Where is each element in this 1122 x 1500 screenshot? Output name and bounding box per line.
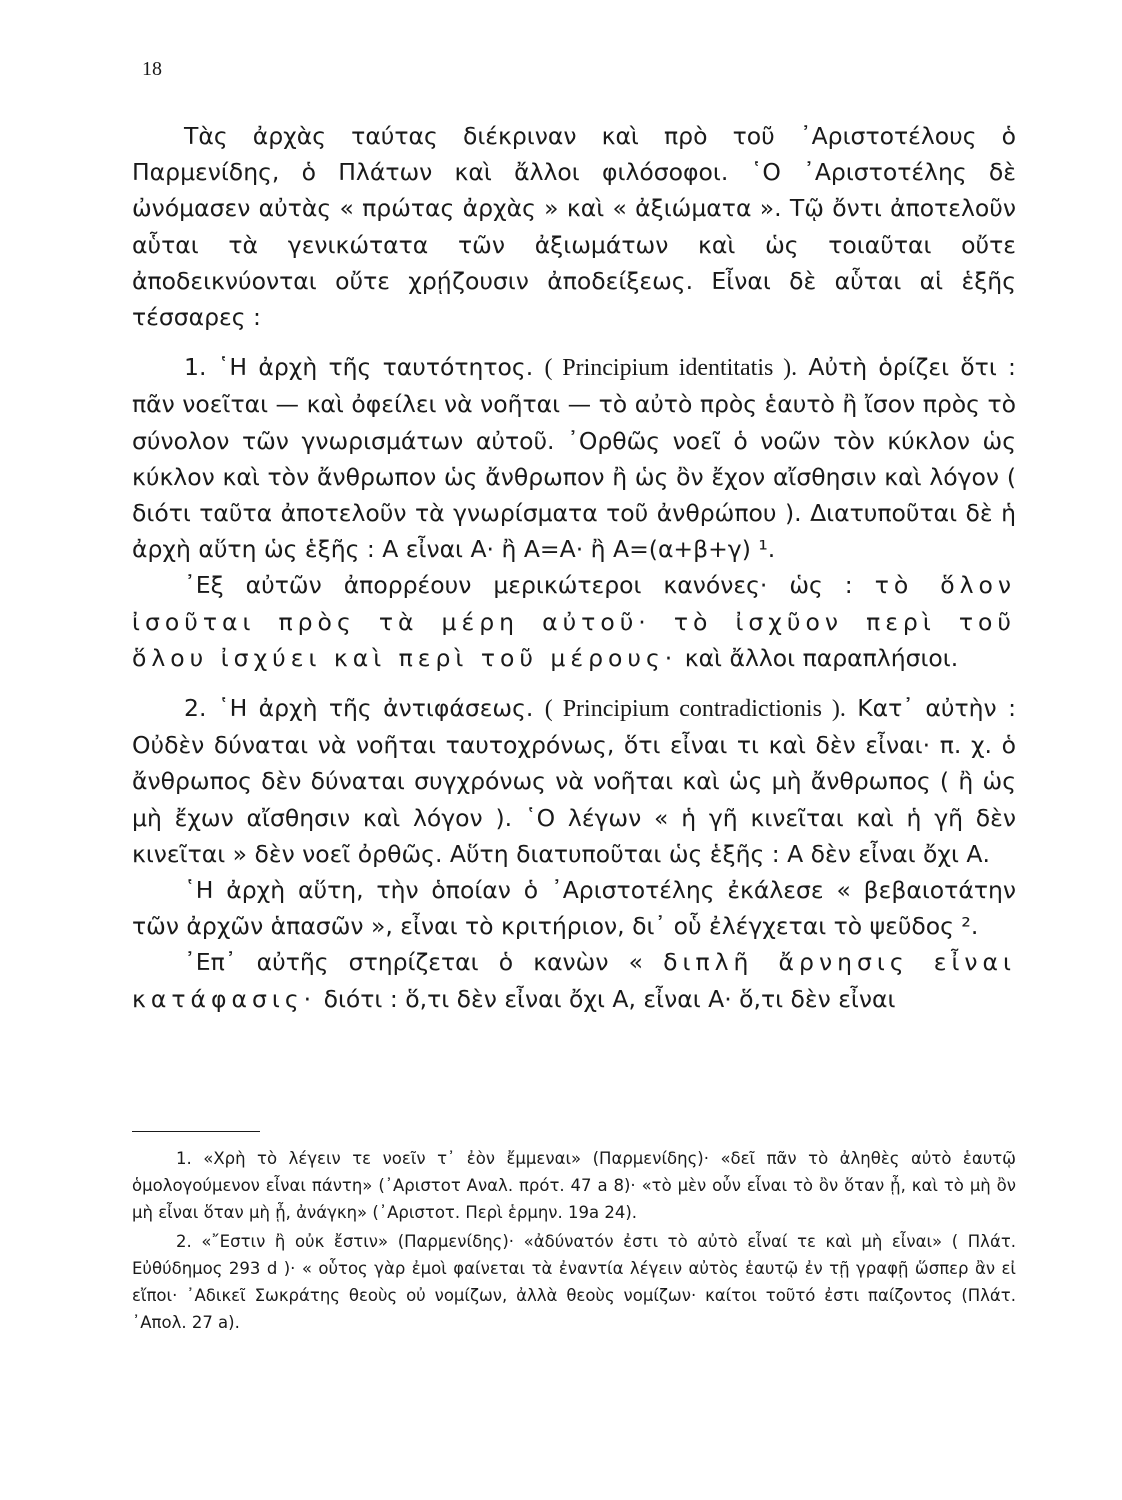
footnote-divider bbox=[132, 1131, 260, 1132]
footnote-1: 1. «Χρὴ τὸ λέγειν τε νοεῖν τ᾽ ἐὸν ἔμμεναι» (Παρμενίδης)· «δεῖ πᾶν τὸ ἀληθὲς αὐτὸ ἑαυτῷ ὁμολογούμενον εἶναι πάντη» (᾽Αριστοτ Αναλ. πρότ. 47 a 8)· «τὸ μὲν οὖν εἶναι τὸ ὂν ὅταν ᾖ, καὶ τὸ μὴ ὂν μὴ εἶναι ὅταν μὴ ᾖ, ἀνάγκη» (᾽Αριστοτ. Περὶ ἑρμην. 19a 24). bbox=[132, 1149, 1016, 1222]
double-negation-paragraph bbox=[132, 944, 1016, 1016]
footnote-2: 2. «῎Εστιν ἢ οὐκ ἔστιν» (Παρμενίδης)· «ἀδύνατόν ἐστι τὸ αὐτὸ εἶναί τε καὶ μὴ εἶναι» ( Πλάτ. Εὐθύδημος 293 d )· « οὗτος γὰρ ἐμοὶ φαίνεται τὰ ἐναντία λέγειν αὐτὸς ἑαυτῷ ἐν τῇ γραφῇ ὥσπερ ἂν εἰ εἴποι· ᾽Αδικεῖ Σωκράτης θεοὺς οὐ νομίζων, ἀλλὰ θεοὺς νομίζων· καίτοι τοῦτό ἐστι παίζοντος (Πλάτ. ᾽Απολ. 27 a). bbox=[132, 1232, 1016, 1332]
footnotes bbox=[132, 1146, 1016, 1340]
principle-contradiction-paragraph bbox=[132, 690, 1016, 872]
principle-identity-body: Αὐτὴ ὁρίζει ὅτι : πᾶν νοεῖται — καὶ ὀφείλει νὰ νοῆται — τὸ αὐτὸ πρὸς ἑαυτὸ ἢ ἴσον πρὸς τὸ σύνολον τῶν γνωρισμάτων αὐτοῦ. ᾽Ορθῶς νοεῖ ὁ νοῶν τὸν κύκλον ὡς κύκλον καὶ τὸν ἄνθρωπον ὡς ἄνθρωπον ἢ ὡς ὂν ἔχον αἴσθησιν καὶ λόγον ( διότι ταῦτα ἀποτελοῦν τὰ γνωρίσματα τοῦ ἀνθρώπου ). Διατυποῦται δὲ ἡ ἀρχὴ αὕτη ὡς ἑξῆς : Α εἶναι Α· ἢ Α=Α· ἢ Α=(α+β+γ) ¹. bbox=[132, 353, 1016, 564]
double-negation-tail: διότι : ὅ,τι δὲν εἶναι ὄχι Α, εἶναι Α· ὅ,τι δὲν εἶναι bbox=[323, 984, 896, 1013]
criterion-paragraph: ῾Η ἀρχὴ αὕτη, τὴν ὁποίαν ὁ ᾽Αριστοτέλης ἐκάλεσε « βεβαιοτάτην τῶν ἀρχῶν ἁπασῶν », εἶναι τὸ κριτήριον, δι᾽ οὗ ἐλέγχεται τὸ ψεῦδος ². bbox=[132, 876, 1016, 941]
derived-rules-paragraph bbox=[132, 567, 1016, 676]
principle-contradiction-heading: 2. ῾Η ἀρχὴ τῆς ἀντιφάσεως. bbox=[184, 694, 534, 723]
intro-paragraph: Τὰς ἀρχὰς ταύτας διέκριναν καὶ πρὸ τοῦ ᾽Αριστοτέλους ὁ Παρμενίδης, ὁ Πλάτων καὶ ἄλλοι φιλόσοφοι. ῾Ο ᾽Αριστοτέλης δὲ ὠνόμασεν αὐτὰς « πρώτας ἀρχὰς » καὶ « ἀξιώματα ». Τῷ ὄντι ἀποτελοῦν αὗται τὰ γενικώτατα τῶν ἀξιωμάτων καὶ ὡς τοιαῦται οὔτε ἀποδεικνύονται οὔτε χρῄζουσιν ἀποδείξεως. Εἶναι δὲ αὗται αἱ ἑξῆς τέσσαρες : bbox=[132, 122, 1016, 332]
principle-identity-paragraph bbox=[132, 349, 1016, 567]
derived-rules-tail: καὶ ἄλλοι παραπλήσιοι. bbox=[684, 643, 959, 672]
principle-identity-latin: ( Principium identitatis ). bbox=[544, 355, 798, 382]
principle-identity-heading: 1. ῾Η ἀρχὴ τῆς ταυτότητος. bbox=[184, 353, 534, 382]
principle-contradiction-latin: ( Principium contradictionis ). bbox=[544, 696, 846, 723]
principle-contradiction-body: Κατ᾽ αὐτὴν : Οὐδὲν δύναται νὰ νοῆται ταυτοχρόνως, ὅτι εἶναι τι καὶ δὲν εἶναι· π. χ. ὁ ἄνθρωπος δὲν δύναται συγχρόνως νὰ νοῆται καὶ ὡς μὴ ἄνθρωπος ( ἢ ὡς μὴ ἔχων αἴσθησιν καὶ λόγον ). ῾Ο λέγων « ἡ γῆ κινεῖται καὶ ἡ γῆ δὲν κινεῖται » δὲν νοεῖ ὀρθῶς. Αὕτη διατυποῦται ὡς ἑξῆς : Α δὲν εἶναι ὄχι Α. bbox=[132, 694, 1016, 868]
derived-rules-spaced: τὸ ὅλον ἰσοῦται πρὸς τὰ μέρη αὐτοῦ· τὸ ἰσχῦον περὶ τοῦ ὅλου ἰσχύει καὶ περὶ τοῦ μέρους· bbox=[132, 571, 1016, 672]
double-negation-spaced: διπλῆ ἄρνησις εἶναι κατάφασις· bbox=[132, 948, 1016, 1013]
page-number: 18 bbox=[142, 58, 162, 80]
double-negation-lead: ᾽Επ᾽ αὐτῆς στηρίζεται ὁ κανὼν « bbox=[184, 948, 643, 977]
derived-rules-lead: ᾽Εξ αὐτῶν ἀπορρέουν μερικώτεροι κανόνες· ὡς : bbox=[184, 571, 853, 600]
body-text bbox=[132, 118, 1016, 1017]
